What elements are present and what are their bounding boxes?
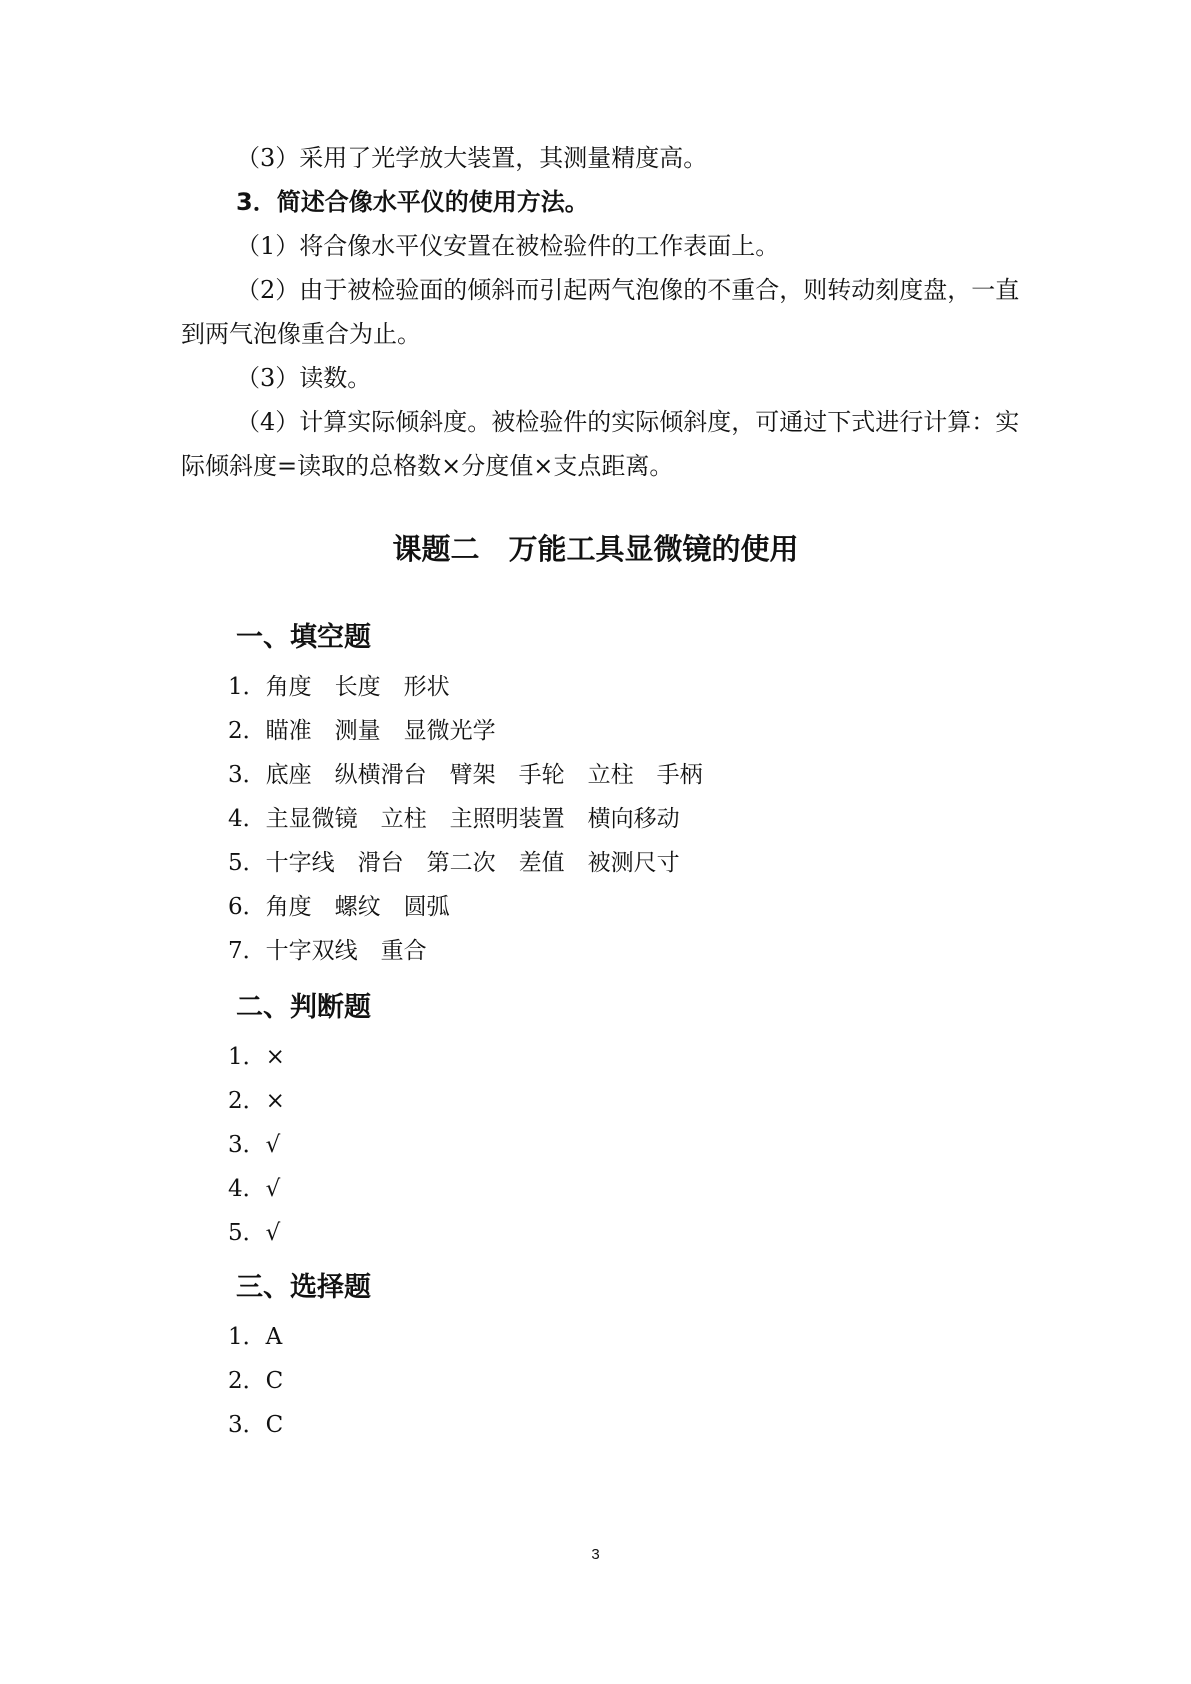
paragraph: 到两气泡像重合为止。: [181, 320, 421, 348]
paragraph: 际倾斜度=读取的总格数×分度值×支点距离。: [181, 452, 674, 480]
list-item: 5．√: [228, 1220, 281, 1246]
page-number: 3: [591, 1546, 600, 1563]
list-item: 3．√: [228, 1132, 281, 1158]
paragraph: （3）采用了光学放大装置，其测量精度高。: [236, 144, 708, 172]
list-item: 6．角度 螺纹 圆弧: [228, 894, 450, 920]
list-item: 3．底座 纵横滑台 臂架 手轮 立柱 手柄: [228, 762, 703, 788]
question-heading: 3．简述合像水平仪的使用方法。: [236, 188, 589, 216]
list-item: 5．十字线 滑台 第二次 差值 被测尺寸: [228, 850, 680, 876]
list-item: 2．C: [228, 1368, 284, 1394]
list-item: 2．瞄准 测量 显微光学: [228, 718, 496, 744]
list-item: 2．×: [228, 1088, 285, 1114]
section-heading-choice: 三、选择题: [236, 1272, 371, 1303]
paragraph: （3）读数。: [236, 364, 372, 392]
list-item: 7．十字双线 重合: [228, 938, 427, 964]
paragraph: （2）由于被检验面的倾斜而引起两气泡像的不重合，则转动刻度盘，一直: [236, 276, 1020, 304]
list-item: 1．×: [228, 1044, 285, 1070]
list-item: 1．A: [228, 1324, 283, 1350]
paragraph: （4）计算实际倾斜度。被检验件的实际倾斜度，可通过下式进行计算：实: [236, 408, 1020, 436]
lesson-title: 课题二 万能工具显微镜的使用: [392, 532, 799, 566]
paragraph: （1）将合像水平仪安置在被检验件的工作表面上。: [236, 232, 780, 260]
list-item: 3．C: [228, 1412, 284, 1438]
list-item: 4．主显微镜 立柱 主照明装置 横向移动: [228, 806, 680, 832]
section-heading-true-false: 二、判断题: [236, 992, 371, 1023]
list-item: 1．角度 长度 形状: [228, 674, 450, 700]
list-item: 4．√: [228, 1176, 281, 1202]
section-heading-fill-blank: 一、填空题: [236, 622, 371, 653]
